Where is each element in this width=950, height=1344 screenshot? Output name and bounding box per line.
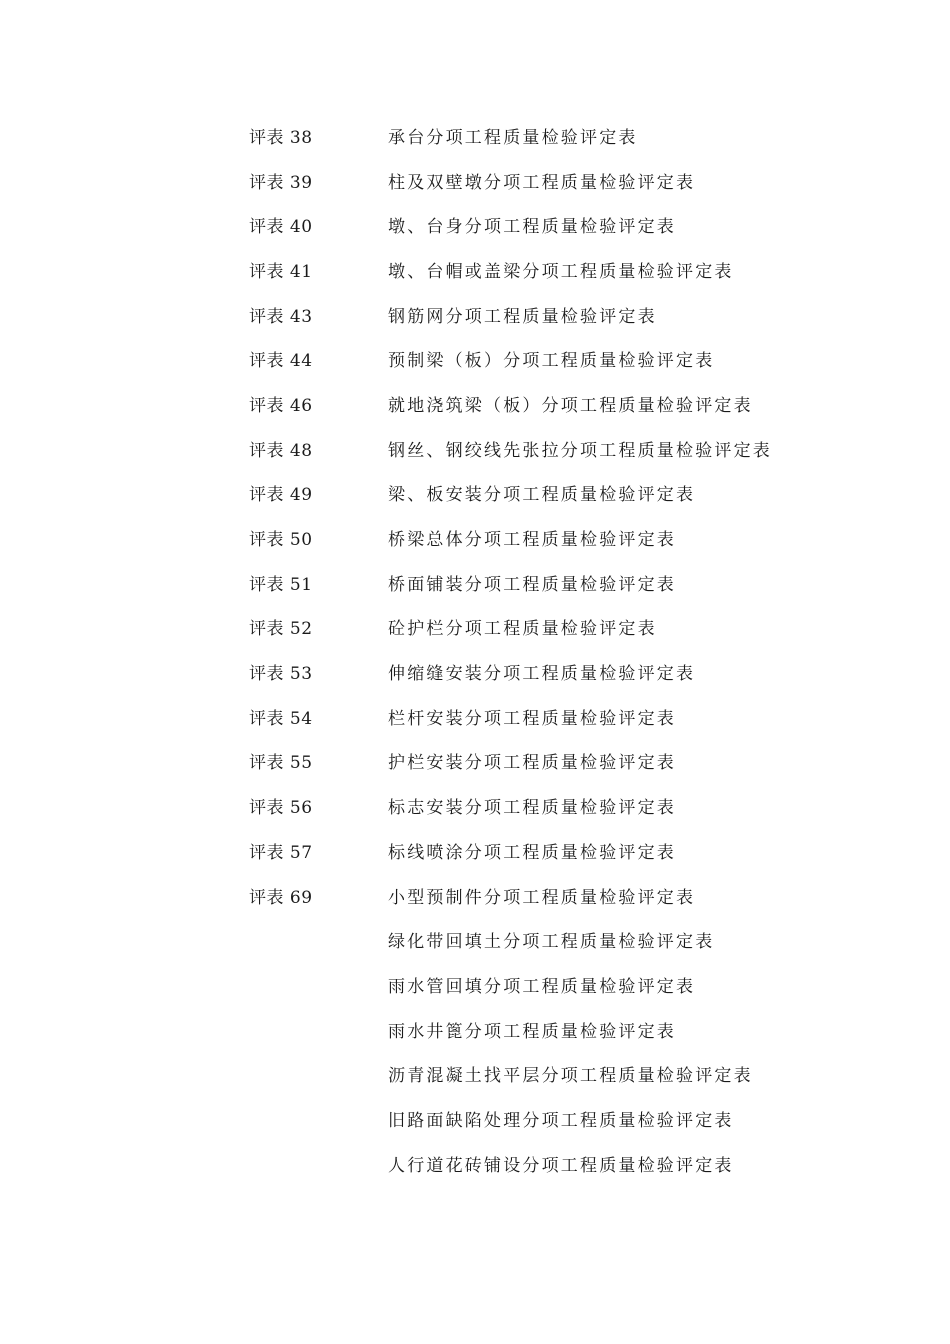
form-title: 雨水管回填分项工程质量检验评定表 (388, 976, 696, 997)
form-code: 评表 51 (249, 574, 313, 595)
list-item (249, 786, 849, 831)
form-code: 评表 46 (249, 395, 313, 416)
form-title: 伸缩缝安装分项工程质量检验评定表 (388, 664, 696, 685)
list-item (249, 697, 849, 742)
list-item (249, 1054, 849, 1099)
form-title: 桥梁总体分项工程质量检验评定表 (388, 530, 676, 551)
form-title: 旧路面缺陷处理分项工程质量检验评定表 (388, 1110, 734, 1131)
form-code: 评表 40 (249, 217, 313, 238)
list-item (249, 876, 849, 921)
form-title: 桥面铺装分项工程质量检验评定表 (388, 574, 676, 595)
list-item (249, 339, 849, 384)
list-item (249, 518, 849, 563)
form-code: 评表 55 (249, 753, 313, 774)
form-code: 评表 52 (249, 619, 313, 640)
list-item (249, 250, 849, 295)
form-title: 墩、台帽或盖梁分项工程质量检验评定表 (388, 261, 734, 282)
list-item (249, 965, 849, 1010)
form-code: 评表 41 (249, 261, 313, 282)
form-code: 评表 69 (249, 887, 313, 908)
list-item (249, 1010, 849, 1055)
form-code: 评表 56 (249, 798, 313, 819)
list-item (249, 205, 849, 250)
form-code: 评表 38 (249, 127, 313, 148)
form-code: 评表 44 (249, 351, 313, 372)
form-code: 评表 57 (249, 842, 313, 863)
form-code: 评表 49 (249, 485, 313, 506)
form-code: 评表 39 (249, 172, 313, 193)
form-code: 评表 54 (249, 708, 313, 729)
list-item (249, 161, 849, 206)
form-code: 评表 43 (249, 306, 313, 327)
form-title: 梁、板安装分项工程质量检验评定表 (388, 485, 696, 506)
form-title: 绿化带回填土分项工程质量检验评定表 (388, 932, 715, 953)
list-item (249, 920, 849, 965)
list-item (249, 116, 849, 161)
form-title: 柱及双壁墩分项工程质量检验评定表 (388, 172, 696, 193)
form-title: 标志安装分项工程质量检验评定表 (388, 798, 676, 819)
form-title: 小型预制件分项工程质量检验评定表 (388, 887, 696, 908)
list-item (249, 652, 849, 697)
form-code: 评表 50 (249, 530, 313, 551)
form-title: 就地浇筑梁（板）分项工程质量检验评定表 (388, 395, 753, 416)
form-code: 评表 48 (249, 440, 313, 461)
form-list (249, 116, 849, 1189)
form-title: 砼护栏分项工程质量检验评定表 (388, 619, 657, 640)
list-item (249, 742, 849, 787)
form-code: 评表 53 (249, 664, 313, 685)
list-item (249, 384, 849, 429)
list-item (249, 1144, 849, 1189)
list-item (249, 563, 849, 608)
form-title: 钢筋网分项工程质量检验评定表 (388, 306, 657, 327)
form-title: 承台分项工程质量检验评定表 (388, 127, 638, 148)
list-item (249, 831, 849, 876)
list-item (249, 474, 849, 519)
form-title: 栏杆安装分项工程质量检验评定表 (388, 708, 676, 729)
list-item (249, 429, 849, 474)
form-title: 预制梁（板）分项工程质量检验评定表 (388, 351, 715, 372)
form-title: 人行道花砖铺设分项工程质量检验评定表 (388, 1155, 734, 1176)
list-item (249, 608, 849, 653)
form-title: 护栏安装分项工程质量检验评定表 (388, 753, 676, 774)
form-title: 墩、台身分项工程质量检验评定表 (388, 217, 676, 238)
form-title: 标线喷涂分项工程质量检验评定表 (388, 842, 676, 863)
form-title: 雨水井篦分项工程质量检验评定表 (388, 1021, 676, 1042)
list-item (249, 1099, 849, 1144)
form-title: 沥青混凝土找平层分项工程质量检验评定表 (388, 1066, 753, 1087)
form-title: 钢丝、钢绞线先张拉分项工程质量检验评定表 (388, 440, 772, 461)
list-item (249, 295, 849, 340)
